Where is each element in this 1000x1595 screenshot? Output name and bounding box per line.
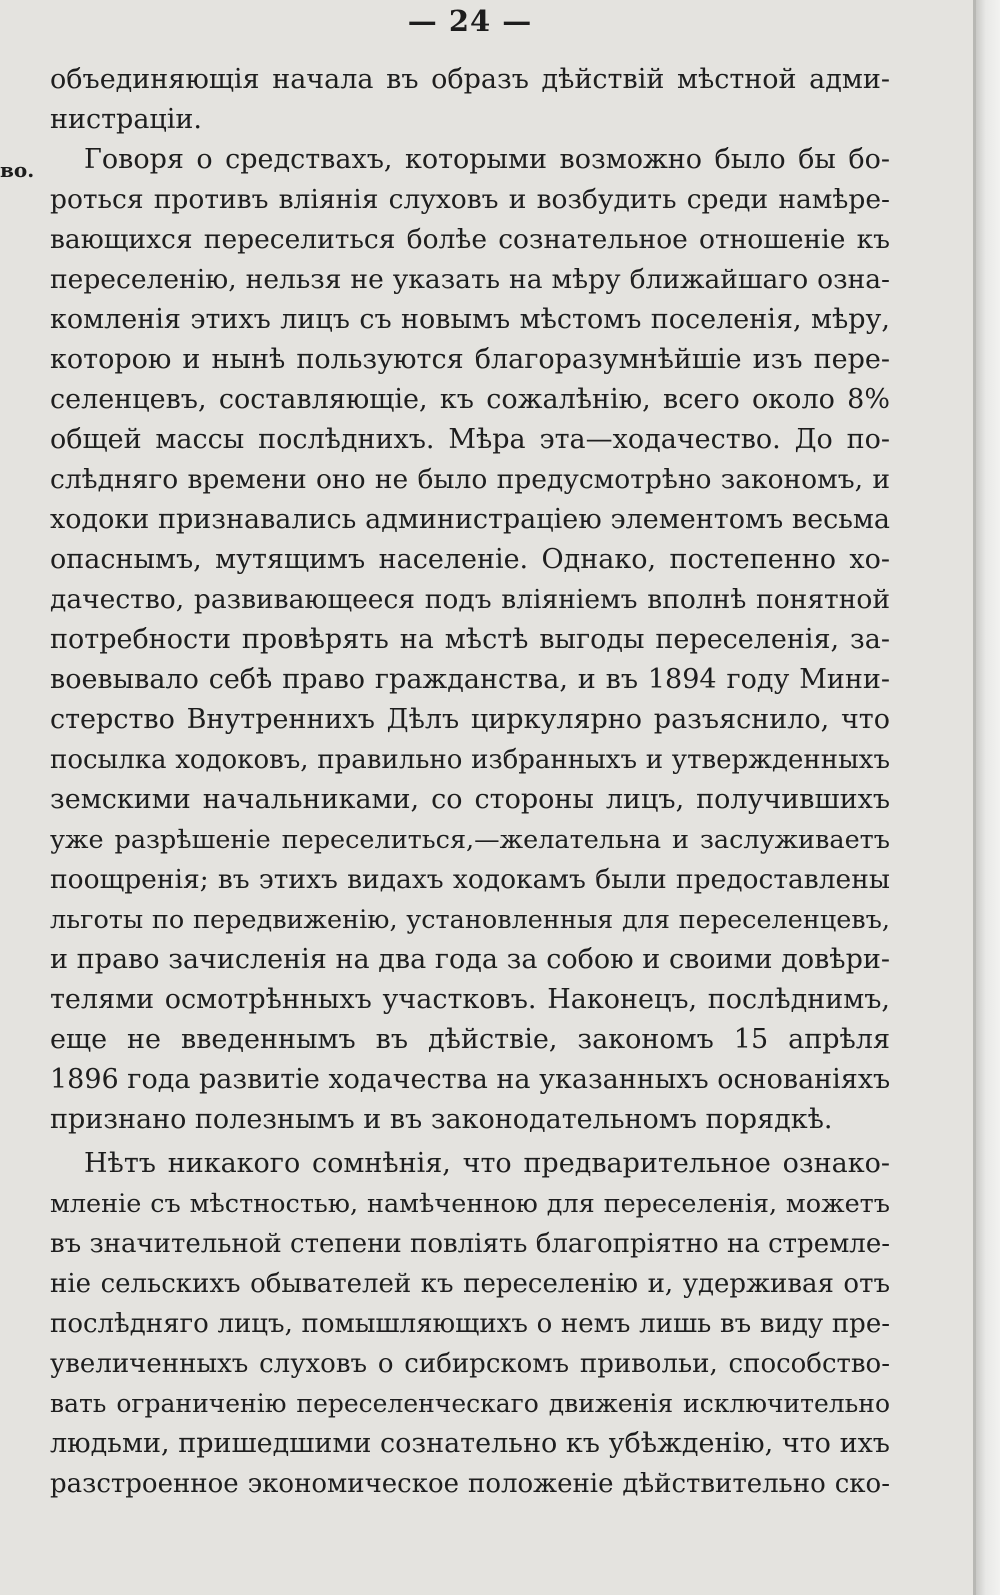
- text-line: земскими начальниками, со стороны лицъ, получившихъ: [50, 784, 890, 815]
- text-line: признано полезнымъ и въ законодательномъ порядкѣ.: [50, 1104, 833, 1135]
- text-line: объединяющія начала въ образъ дѣйствій мѣстной адми-: [50, 64, 890, 95]
- text-line: ніе сельскихъ обывателей къ переселенію и, удерживая отъ: [50, 1269, 890, 1299]
- text-line: потребности провѣрять на мѣстѣ выгоды переселенія, за-: [50, 624, 890, 655]
- margin-note: во.: [0, 158, 35, 182]
- text-line: слѣдняго времени оно не было предусмотрѣно закономъ, и: [50, 464, 890, 495]
- paragraph: [50, 60, 890, 140]
- text-line: роться противъ вліянія слуховъ и возбудить среди намѣре-: [50, 184, 890, 215]
- text-line: вающихся переселиться болѣе сознательное отношеніе къ: [50, 224, 890, 255]
- text-line: переселенію, нельзя не указать на мѣру ближайшаго озна-: [50, 264, 890, 295]
- text-line: селенцевъ, составляющіе, къ сожалѣнію, всего около 8%: [50, 384, 890, 415]
- text-line: еще не введеннымъ въ дѣйствіе, закономъ 15 апрѣля: [50, 1024, 890, 1055]
- text-line: льготы по передвиженію, установленныя для переселенцевъ,: [50, 905, 890, 935]
- text-line: воевывало себѣ право гражданства, и въ 1894 году Мини-: [50, 664, 890, 695]
- text-line: и право зачисленія на два года за собою и своими довѣри-: [50, 944, 890, 975]
- text-line: Нѣтъ никакого сомнѣнія, что предварительное ознако-: [84, 1148, 890, 1179]
- text-line: увеличенныхъ слуховъ о сибирскомъ привольи, способство-: [50, 1349, 890, 1379]
- text-line: 1896 года развитіе ходачества на указанныхъ основаніяхъ: [50, 1064, 890, 1095]
- text-line: посылка ходоковъ, правильно избранныхъ и утвержденныхъ: [50, 745, 890, 775]
- text-line: телями осмотрѣнныхъ участковъ. Наконецъ, послѣднимъ,: [50, 984, 890, 1015]
- text-line: въ значительной степени повліять благопріятно на стремле-: [50, 1229, 890, 1259]
- text-line: мленіе съ мѣстностью, намѣченною для переселенія, можетъ: [50, 1189, 890, 1219]
- text-line: опаснымъ, мутящимъ населеніе. Однако, постепенно хо-: [50, 544, 890, 575]
- text-line: ходоки признавались администраціею элементомъ весьма: [50, 504, 890, 535]
- text-line: которою и нынѣ пользуются благоразумнѣйшіе изъ пере-: [50, 344, 890, 375]
- page-edge: [976, 0, 1000, 1595]
- page-number: — 24 —: [407, 4, 533, 38]
- text-line: нистраціи.: [50, 104, 203, 135]
- paragraph: [50, 140, 890, 1140]
- text-line: уже разрѣшеніе переселиться,—желательна и заслуживаетъ: [50, 825, 890, 855]
- text-line: общей массы послѣднихъ. Мѣра эта—ходачество. До по-: [50, 424, 890, 455]
- text-line: поощренія; въ этихъ видахъ ходокамъ были предоставлены: [50, 864, 890, 895]
- text-line: Говоря о средствахъ, которыми возможно было бы бо-: [84, 144, 890, 175]
- text-line: вать ограниченію переселенческаго движенія исключительно: [50, 1389, 890, 1418]
- text-line: комленія этихъ лицъ съ новымъ мѣстомъ поселенія, мѣру,: [50, 304, 890, 335]
- text-line: стерство Внутреннихъ Дѣлъ циркулярно разъяснило, что: [50, 704, 890, 735]
- text-line: дачество, развивающееся подъ вліяніемъ вполнѣ понятной: [50, 584, 890, 615]
- text-line: разстроенное экономическое положеніе дѣйствительно ско-: [50, 1469, 890, 1499]
- paragraph: [50, 1144, 890, 1504]
- body-text: [50, 60, 890, 1504]
- text-line: людьми, пришедшими сознательно къ убѣжденію, что ихъ: [50, 1428, 890, 1459]
- text-line: послѣдняго лицъ, помышляющихъ о немъ лишь въ виду пре-: [50, 1309, 890, 1339]
